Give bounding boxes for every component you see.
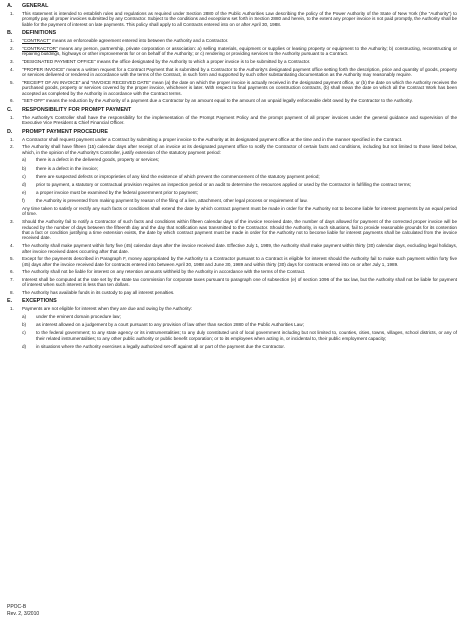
sub-item: [7, 198, 457, 203]
sub-item-text: as interest allowed on a judgement by a court pursuant to any provision of law other than section 2880 of the Public Authorities Law;: [36, 322, 304, 328]
paragraph-text: This statement is intended to establish rules and regulations as required under Section 2880 of the Public Authorities Law describing the policy of the Power Authority of the State of New York (the "Authority") to promptly pay all proper invoices submitted by any Contractor. Subject to the conditions and exceptions set forth in Section 2880 and herein, to the extent any proper invoice is not paid promptly, the Authority shall be liable for the payment of interest on late payments. This policy shall apply to all Contracts entered into on or after April 30, 1988.: [22, 11, 457, 27]
document-footer: [7, 604, 39, 617]
sub-item-letter: a): [22, 157, 27, 163]
paragraph-text: "PROPER INVOICE" means a written request for a Contract Payment that is submitted by a Contractor to the Authority's designated payment office setting forth the description, price and quantity of goods, property or services delivered or rendered in accordance with the terms of the Contract, in such form and supported by such other substantiating documentation as the Authority may reasonably require.: [22, 66, 457, 78]
sub-item: [7, 190, 457, 195]
numbered-paragraph: [7, 144, 457, 155]
paragraph-number: 3.: [10, 219, 14, 225]
sub-item-letter: a): [22, 314, 27, 320]
definition-text: means an enforceable agreement entered into between the Authority and a Contractor.: [50, 38, 229, 44]
section-letter: A.: [7, 3, 13, 9]
paragraph-text: The Authority's Controller shall have the responsibility for the implementation of the Prompt Payment Policy and the prompt payment of all proper invoices under the general guidance and supervision of the Executive Vice President & Chief Financial Officer.: [22, 114, 457, 126]
paragraph-text: [22, 38, 457, 43]
sub-item-text: a proper invoice must be examined by the federal government prior to payment;: [36, 189, 198, 195]
sub-item-text: in situations where the Authority exercises a legally authorized set-off against all or part of the payment due the Contractor.: [36, 343, 285, 349]
paragraph-text: The Authority shall not be liable for interest on any retention amounts withheld by the Authority in accordance with the terms of the Contract.: [22, 269, 306, 275]
paragraph-number: 8.: [10, 289, 14, 295]
sub-item-text: there are suspected defects or improprieties of any kind the existence of which prevent the commencement of the statutory payment period;: [36, 173, 320, 179]
sub-item-letter: c): [22, 173, 26, 179]
sub-item: [7, 344, 457, 349]
paragraph-text: Interest shall be computed at the rate set by the state tax commission for corporate taxes pursuant to paragraph one of subsection (e) of section 1096 of the tax law, but the Authority shall not be liable for payment of interest when such interest is less than ten dollars.: [22, 276, 457, 288]
paragraph-number: 1.: [10, 38, 14, 44]
paragraph-number: 1.: [10, 306, 14, 312]
sub-item-letter: b): [22, 165, 27, 171]
sub-item-letter: c): [22, 330, 26, 336]
sub-item-letter: b): [22, 322, 27, 328]
sub-item-text: to the federal government; to any state agency or its instrumentalities; to any duly constituted unit of local government including but not limited to, counties, cities, towns, villages, school districts, or any of their related instrumentalities; to any other public authority or public benefit corporation; or to its employees when acting in, or incidental to, their public employment capacity;: [36, 330, 457, 341]
defined-term: "CONTRACT": [22, 38, 51, 44]
numbered-paragraph: [7, 67, 457, 78]
section-letter: D.: [7, 128, 13, 135]
paragraph-number: 2.: [10, 144, 14, 150]
paragraph-number: 6.: [10, 98, 14, 104]
numbered-paragraph: [7, 115, 457, 126]
paragraph-number: 7.: [10, 276, 14, 282]
sub-item: [7, 330, 457, 341]
sub-item: [7, 166, 457, 171]
paragraph-number: 1.: [10, 114, 14, 120]
paragraph-text: Payments are not eligible for interest when they are due and owing by the Authority:: [22, 306, 193, 312]
paragraph-text: "RECEIPT OF AN INVOICE" and "INVOICE RECEIVED DATE" mean (a) the date on which the proper invoice is actually received in the designated payment office, or (b) the date on which the Authority receives the purchased goods, property or services covered by the proper invoice, whichever is later. With respect to final payments on construction contracts, (b) shall mean the date on which all the Contract Work has been accepted as completed by the Authority in accordance with the Contract terms.: [22, 79, 457, 96]
numbered-paragraph: [7, 11, 457, 27]
section-letter: E.: [7, 298, 13, 305]
numbered-paragraph: [7, 243, 457, 254]
section-title: RESPONSIBILITY FOR PROMPT PAYMENT: [22, 106, 132, 113]
numbered-paragraph: [7, 38, 457, 43]
numbered-paragraph: [7, 306, 457, 311]
numbered-paragraph: [7, 277, 457, 288]
section-title: DEFINITIONS: [22, 30, 57, 37]
footer-revision: Rev. 2, 3/2010: [7, 610, 40, 617]
section-heading: [7, 129, 457, 135]
sub-item: [7, 182, 457, 187]
paragraph-text: "DESIGNATED PAYMENT OFFICE" means the office designated by the Authority to which a proper invoice is to be submitted by a Contractor.: [22, 59, 311, 65]
defined-term: "CONTRACTOR": [22, 46, 58, 51]
paragraph-number: 2.: [10, 46, 14, 51]
sub-item-letter: e): [22, 189, 27, 195]
paragraph-text: A Contractor shall request payment under a Contract by submitting a proper invoice to the Authority at its designated payment office at the time and in the manner specified in the Contract.: [22, 136, 403, 142]
sub-item-text: there is a defect in the delivered goods, property or services;: [36, 157, 160, 163]
paragraph-text: Should the Authority fail to notify a Contractor of such facts and conditions within fifteen calendar days of the invoice received date, the number of days allowed for payment of the corrected proper invoice will be reduced by the number of days between the fifteenth day and the day that notification was transmitted to the Contractor. Should the Authority, in such situations, fail to provide reasonable grounds for its contention that a fact or condition justifying a time extension exists, the date by which contract payment must be made in order for the Authority not to become liable for interest payments shall be calculated from the invoice received date.: [22, 219, 457, 241]
sub-item: [7, 157, 457, 162]
numbered-paragraph: [7, 98, 457, 103]
section-title: EXCEPTIONS: [22, 298, 57, 305]
paragraph-text: The Authority has available funds in its custody to pay all interest penalties.: [22, 289, 175, 295]
section-heading: [7, 3, 457, 9]
sub-item: [7, 314, 457, 319]
sub-item: [7, 174, 457, 179]
sub-item-letter: d): [22, 181, 27, 187]
numbered-paragraph: [7, 137, 457, 142]
paragraph-number: 4.: [10, 243, 14, 249]
paragraph-text: "SET-OFF" means the reduction by the Authority of a payment due a Contractor by an amount equal to the amount of an unpaid legally enforceable debt owed by the Contractor to the Authority.: [22, 98, 413, 104]
numbered-paragraph: [7, 269, 457, 274]
numbered-paragraph: [7, 80, 457, 96]
sub-item: [7, 322, 457, 327]
section-letter: B.: [7, 30, 13, 37]
section-letter: C.: [7, 106, 13, 113]
paragraph-text: The Authority shall make payment within forty five (45) calendar days after the invoice received date. Effective July 1, 1989, the Authority shall make payment within thirty (30) calendar days, excluding legal holidays, after invoice received dates occurring after that date.: [22, 243, 458, 254]
sub-item-letter: d): [22, 343, 27, 349]
paragraph-text: [22, 46, 457, 57]
section-heading: [7, 107, 457, 113]
numbered-paragraph: [7, 59, 457, 64]
numbered-paragraph: [7, 290, 457, 295]
paragraph-number: 4.: [10, 66, 14, 72]
section-heading: [7, 30, 457, 36]
paragraph-number: 1.: [10, 11, 14, 16]
paragraph-number: 1.: [10, 136, 14, 142]
definition-text: means any person, partnership, private corporation or association: a) selling materials, equipment or supplies or leasing property or equipment to the Authority; b) constructing, reconstructing or repairing buildings, highways or other improvements for or on behalf of the Authority; or c) rendering or providing services to the Authority pursuant to a Contract.: [22, 46, 457, 57]
numbered-paragraph: [7, 219, 457, 241]
paragraph-number: 6.: [10, 269, 14, 275]
numbered-paragraph: [7, 46, 457, 57]
sub-item-text: under the eminent domain procedure law;: [36, 314, 121, 320]
footer-code: PPOC-B: [7, 604, 27, 610]
paragraph-text: Except for the payments described in Paragraph F, money appropriated by the Authority to a Contractor pursuant to a Contract is eligible for interest should the Authority fail to make such payment within forty five (45) days after the invoice received date for contracts entered into between April 30, 1988 and June 30, 1989 and within thirty (30) days for contracts entered into on or after July 1, 1989.: [22, 256, 457, 267]
sub-item-text: prior to payment, a statutory or contractual provision requires an inspection period or an audit to determine the resources applied or used by the Contractor in fulfilling the contract terms;: [36, 181, 412, 187]
paragraph-number: 5.: [10, 79, 14, 85]
sub-item-text: there is a defect in the invoice;: [36, 165, 99, 171]
sub-item-letter: f): [22, 197, 25, 203]
paragraph-text: The Authority shall have fifteen (15) calendar days after receipt of an invoice at its designated payment office to notify the Contractor of certain facts and conditions, including but not limited to those listed below, which, in the opinion of the Authority's Controller, justify extension of the statutory payment period:: [22, 144, 457, 155]
section-title: PROMPT PAYMENT PROCEDURE: [22, 128, 108, 135]
document-body: [7, 3, 457, 352]
continuation-paragraph: Any time taken to satisfy or rectify any such facts or conditions shall extend the date by which contract payment must be made in order for the Authority not to become liable for interest payments by an equal period of time.: [22, 205, 457, 217]
section-heading: [7, 298, 457, 304]
sub-item-text: the Authority is prevented from making payment by reason of the filing of a lien, attachment, other legal process or requirement of law.: [36, 197, 308, 203]
section-title: GENERAL: [22, 3, 49, 9]
numbered-paragraph: [7, 256, 457, 267]
paragraph-number: 5.: [10, 256, 14, 262]
paragraph-number: 3.: [10, 59, 14, 65]
